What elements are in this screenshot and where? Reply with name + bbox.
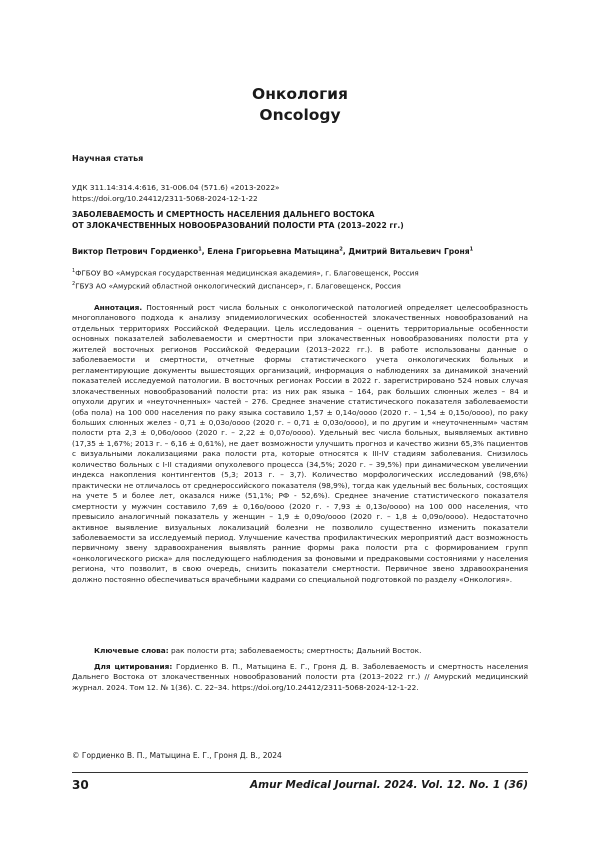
affiliation-mark: 1 xyxy=(72,268,76,274)
author-affiliation-mark: 2 xyxy=(339,246,343,252)
article-title xyxy=(72,209,528,231)
affiliation-text: ГБУЗ АО «Амурский областной онкологический диспансер», г. Благовещенск, Россия xyxy=(75,281,401,291)
author-name: Дмитрий Витальевич Гроня xyxy=(348,246,470,256)
keywords xyxy=(72,646,528,656)
author-list xyxy=(72,244,528,257)
author-name: Елена Григорьевна Матыцина xyxy=(207,246,340,256)
author-separator: , xyxy=(342,246,349,256)
copyright-notice: © Гордиенко В. П., Матыцина Е. Г., Гроня Д. В., 2024 xyxy=(72,751,282,760)
affiliation-text: ФГБОУ ВО «Амурская государственная медицинская академия», г. Благовещенск, Россия xyxy=(75,268,419,278)
journal-name: Amur Medical Journal. 2024. Vol. 12. No. 1 (36) xyxy=(250,779,528,791)
author xyxy=(72,247,207,256)
udk-code: УДК 311.14:314.4:616, 31-006.04 (571.6) «2013-2022» xyxy=(72,183,280,192)
affiliation-list xyxy=(72,266,528,292)
footer-divider xyxy=(72,772,528,773)
author xyxy=(207,247,348,256)
section-title-ru: Онкология xyxy=(252,85,348,103)
author-separator: , xyxy=(201,246,208,256)
article-title-line: ЗАБОЛЕВАЕМОСТЬ И СМЕРТНОСТЬ НАСЕЛЕНИЯ ДАЛЬНЕГО ВОСТОКА xyxy=(72,210,375,219)
citation-label: Для цитирования: xyxy=(94,662,173,671)
citation-text: Гордиенко В. П., Матыцина Е. Г., Гроня Д. В. Заболеваемость и смертность населения Дальнего Востока от злокачественных новообразований полости рта (2013–2022 гг.) // Амурский медицинский журнал. 2024. Том 12. № 1(36). С. 22–34. https://doi.org/10.24412/2311-5068-2024-12-1-22. xyxy=(72,662,528,692)
affiliation xyxy=(72,279,528,292)
keywords-label: Ключевые слова: xyxy=(94,646,169,655)
page-number: 30 xyxy=(72,778,89,792)
abstract xyxy=(72,303,528,585)
section-title-en: Oncology xyxy=(259,106,341,124)
abstract-text: Постоянный рост числа больных с онкологической патологией определяет целесообразность многопланового подхода к анализу эпидемиологических особенностей злокачественных новообразований на отдельных территориях Российской Федерации. Цель исследования – оценить территориальные особенности основных показателей заболеваемости и смертности при злокачественных новообразованиях полости рта у жителей восточных регионов Российской Федерации (2013–2022 гг.). В работе использованы данные о заболеваемости и смертности, отчетные формы статистического учета онкологических больных и регламентирующие документы вышестоящих организаций, информация о наблюдениях за динамикой значений показателей исследуемой патологии. В восточных регионах России в 2022 г. зарегистрировано 524 новых случая злокачественных новообразований полости рта: из них рак языка – 164, рак больших слюнных желез – 84 и опухоли других и «неуточненных» частей – 276. Среднее значение статистического показателя заболеваемости (оба пола) на 100 000 населения по раку языка составило 1,57 ± 0,14о/оооо (2020 г. – 1,54 ± 0,15о/оооо), по раку больших слюнных желез - 0,71 ± 0,03о/оооо (2020 г. – 0,71 ± 0,03о/оооо), и по другим и «неуточненным» частям полости рта 2,3 ± 0,06о/оооо (2020 г. – 2,22 ± 0,07о/оооо). Удельный вес числа больных, выявляемых активно (17,35 ± 1,67%; 2013 г. – 6,16 ± 0,61%), не дает возможности улучшить прогноз и качество жизни 65,3% пациентов с визуальными локализациями рака полости рта, которые относятся к III-IV стадиям заболевания. Снизилось количество больных с I-II стадиями опухолевого процесса (34,5%; 2020 г. – 39,5%) при динамическом увеличении индекса накопления контингентов (5,3; 2013 г. – 3,7). Количество морфологических исследований (98,6%) практически не отличалось от среднероссийского показателя (98,9%), тогда как удельный вес больных, состоящих на учете 5 и более лет, оказался ниже (51,1%; РФ - 52,6%). Среднее значение статистического показателя смертности у мужчин составило 7,69 ± 0,16о/оооо (2020 г. - 7,93 ± 0,13о/оооо) на 100 000 населения, что превысило аналогичный показатель у женщин – 1,9 ± 0,09о/оооо (2020 г. – 1,8 ± 0,09о/оооо). Недостаточно активное выявление визуальных локализаций болезни не позволило существенно изменить показатели заболеваемости за исследуемый период. Улучшение качества профилактических мероприятий даст возможность первичному звену здравоохранения выявлять ранние формы рака полости рта с формированием групп «онкологического риска» для последующего наблюдения за фоновыми и предраковыми состояниями у населения региона, что позволит, в свою очередь, снизить показатели смертности. Первичное звено здравоохранения должно постоянно обеспечиваться врачебными кадрами со специальной подготовкой по разделу «Онкология». xyxy=(72,303,528,584)
article-title-line: ОТ ЗЛОКАЧЕСТВЕННЫХ НОВООБРАЗОВАНИЙ ПОЛОСТИ РТА (2013–2022 гг.) xyxy=(72,221,404,230)
affiliation xyxy=(72,266,528,279)
author xyxy=(348,247,473,256)
citation xyxy=(72,662,528,693)
abstract-label: Аннотация. xyxy=(94,303,143,312)
doi-link[interactable]: https://doi.org/10.24412/2311-5068-2024-12-1-22 xyxy=(72,194,258,203)
author-name: Виктор Петрович Гордиенко xyxy=(72,246,199,256)
article-type: Научная статья xyxy=(72,154,144,163)
author-affiliation-mark: 1 xyxy=(198,246,202,252)
author-affiliation-mark: 1 xyxy=(469,246,474,252)
article-identifiers xyxy=(72,182,528,204)
keywords-text: рак полости рта; заболеваемость; смертность; Дальний Восток. xyxy=(168,646,422,655)
affiliation-mark: 2 xyxy=(72,280,76,287)
